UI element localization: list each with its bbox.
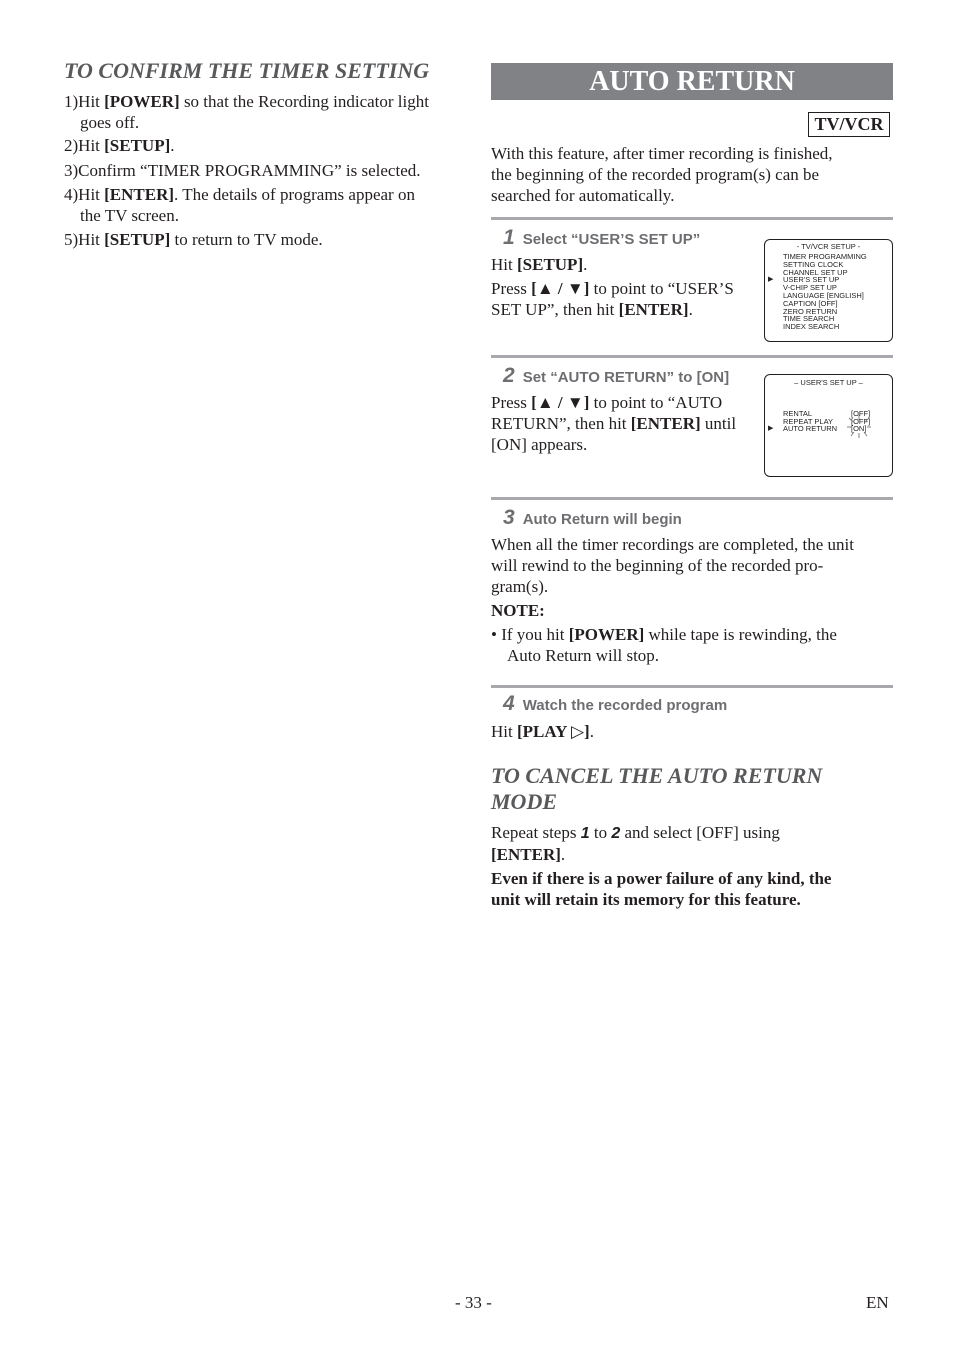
step-1-heading <box>503 226 700 250</box>
confirm-step-3: 3)Confirm “TIMER PROGRAMMING” is selected. <box>64 161 421 180</box>
tv-vcr-setup-screen <box>764 239 893 342</box>
confirm-step-4: 4)Hit [ENTER]. The details of programs appear on the TV screen. <box>64 185 415 225</box>
step-1-text: Hit [SETUP]. Press [▲ / ▼] to point to “USER’S SET UP”, then hit [ENTER]. <box>491 255 734 319</box>
step-4-divider <box>491 685 893 688</box>
menu-item-value: [ON] <box>851 424 867 433</box>
page-number: - 33 - <box>455 1293 492 1312</box>
intro-text: With this feature, after timer recording is finished, the beginning of the recorded program(s) can be searched for automatically. <box>491 144 833 205</box>
note-label: NOTE: <box>491 601 545 620</box>
menu-item-value: [OFF] <box>851 409 871 418</box>
screen-header: - TV/VCR SETUP - <box>796 242 861 251</box>
step-3-title: Auto Return will begin <box>522 511 682 528</box>
menu-item-label: REPEAT PLAY <box>783 417 834 426</box>
menu-item: CHANNEL SET UP <box>783 268 848 277</box>
power-failure-note: Even if there is a power failure of any kind, the unit will retain its memory for this feature. <box>491 869 832 909</box>
menu-item: ZERO RETURN <box>783 307 838 316</box>
menu-item-label: AUTO RETURN <box>783 424 838 433</box>
menu-item: SETTING CLOCK <box>783 260 844 269</box>
step-4-text: Hit [PLAY ▷]. <box>491 722 594 741</box>
menu-cursor-icon: ▶ <box>768 425 774 432</box>
step-4-heading <box>503 692 727 716</box>
confirm-step-2: 2)Hit [SETUP]. <box>64 136 175 155</box>
language-code: EN <box>866 1293 889 1312</box>
menu-item: V-CHIP SET UP <box>783 283 837 292</box>
users-setup-screen <box>764 374 893 477</box>
menu-item: TIME SEARCH <box>783 314 835 323</box>
menu-item-label: RENTAL <box>783 409 813 418</box>
step-1-divider <box>491 217 893 220</box>
step-3-divider <box>491 497 893 500</box>
step-4-title: Watch the recorded program <box>522 697 728 714</box>
menu-cursor-icon: ▶ <box>768 276 774 283</box>
step-4-number: 4 <box>503 692 515 715</box>
menu-item: LANGUAGE [ENGLISH] <box>783 291 864 300</box>
step-2-title: Set “AUTO RETURN” to [ON] <box>522 369 730 386</box>
page-title: AUTO RETURN <box>491 63 893 100</box>
step-3-number: 3 <box>503 506 515 529</box>
confirm-timer-heading: TO CONFIRM THE TIMER SETTING <box>64 58 430 83</box>
mode-badge: TV/VCR <box>808 112 890 137</box>
step-2-divider <box>491 355 893 358</box>
menu-item: USER'S SET UP <box>783 275 840 284</box>
menu-item: CAPTION [OFF] <box>783 299 838 308</box>
confirm-step-5: 5)Hit [SETUP] to return to TV mode. <box>64 230 323 249</box>
cancel-text: Repeat steps 1 to 2 and select [OFF] using [ENTER]. Even if there is a power failure of any kind, the unit will retain its memory for this feature. <box>491 822 893 910</box>
step-3-text: When all the timer recordings are completed, the unit will rewind to the beginning of the recorded pro- gram(s). NOTE: • If you hit [POWER] while tape is rewinding, the Auto Return will stop. <box>491 534 893 666</box>
confirm-step-1: 1)Hit [POWER] so that the Recording indicator light goes off. <box>64 92 429 132</box>
screen-header: – USER'S SET UP – <box>794 378 863 387</box>
step-3-heading <box>503 506 682 530</box>
flash-icon <box>845 413 873 439</box>
note-text: • If you hit [POWER] while tape is rewinding, the <box>491 625 837 644</box>
menu-item-value: [OFF] <box>851 417 871 426</box>
step-2-heading <box>503 364 729 388</box>
step-2-number: 2 <box>503 364 515 387</box>
step-1-title: Select “USER’S SET UP” <box>522 231 701 248</box>
menu-item: TIMER PROGRAMMING <box>783 252 867 261</box>
cancel-heading: TO CANCEL THE AUTO RETURN MODE <box>491 763 823 814</box>
step-1-number: 1 <box>503 226 515 249</box>
menu-item: INDEX SEARCH <box>783 322 840 331</box>
step-2-text: Press [▲ / ▼] to point to “AUTO RETURN”, then hit [ENTER] until [ON] appears. <box>491 393 737 454</box>
